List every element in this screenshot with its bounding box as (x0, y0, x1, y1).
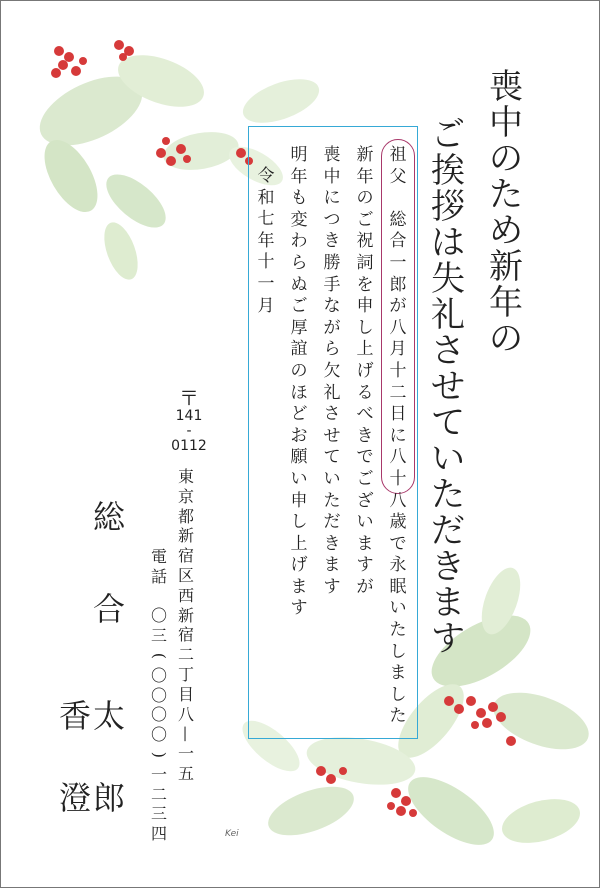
title-line-2: ご 挨 拶 は 失 礼 さ せ て い た だ き ま す (431, 115, 465, 659)
title-line-1: 喪 中 の た め 新 年 の (489, 67, 523, 359)
body-line-4: 明 年 も 変 わ ら ぬ ご 厚 誼 の ほ ど お 願 い 申 し 上 げ ま す (290, 145, 308, 619)
address: 東 京 都 新 宿 区 西 新 宿 二 丁 目 八 — 一 五 (176, 467, 196, 783)
postal-code (171, 387, 207, 454)
phone: 電 話 〇 三 ( 〇 〇 〇 〇 ) 一 二 三 四 (149, 547, 169, 844)
given-name-2: 香 澄 (59, 697, 92, 817)
body-line-2: 新 年 の ご 祝 詞 を 申 し 上 げ る べ き で ご ざ い ま す が (356, 145, 374, 597)
postal-code-part-1: 141 (175, 408, 203, 424)
postal-code-separator: - (186, 423, 192, 439)
body-line-3: 喪 中 に つ き 勝 手 な が ら 欠 礼 さ せ て い た だ き ま す (323, 145, 341, 597)
given-name-1: 太 郎 (93, 697, 126, 817)
postal-code-part-2: 0112 (171, 438, 207, 454)
postal-mark-icon: 〒 (179, 386, 199, 410)
date-line: 令 和 七 年 十 一 月 (257, 166, 275, 316)
family-name: 総 合 (93, 498, 126, 628)
body-line-1: 祖 父 総 合 一 郎 が 八 月 十 二 日 に 八 十 八 歳 で 永 眠 い た し ま し た (389, 145, 407, 727)
artist-signature: Kei (225, 829, 239, 839)
